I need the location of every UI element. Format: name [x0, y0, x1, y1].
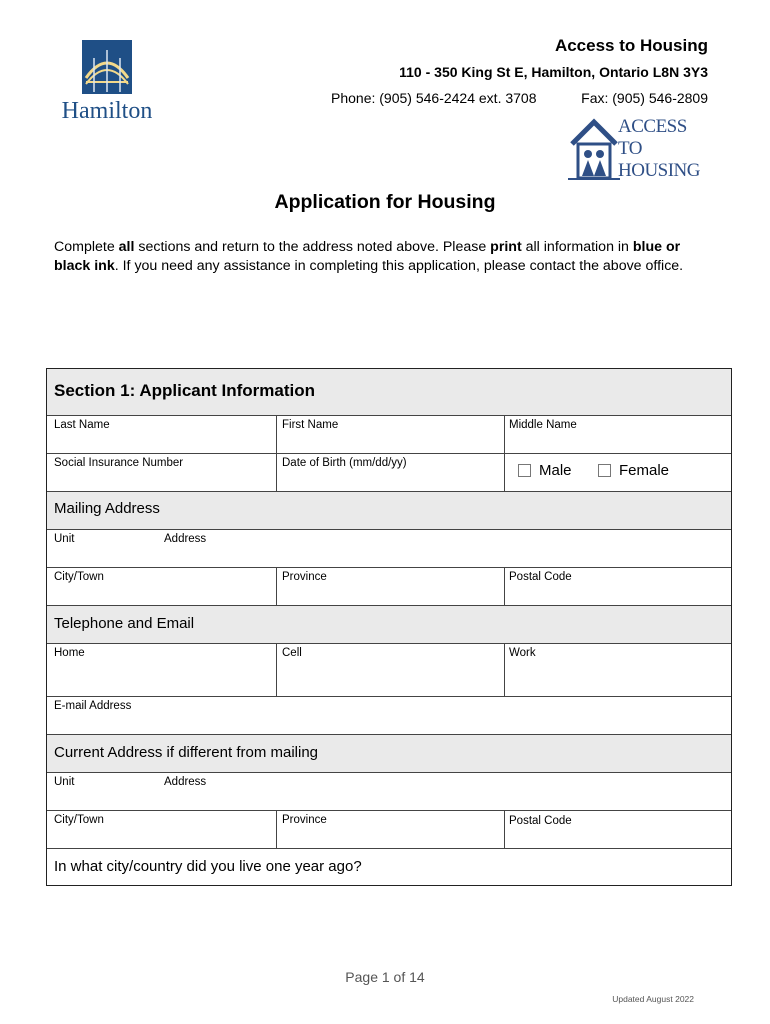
instructions-text-3: all information in	[521, 239, 633, 255]
telephone-title: Telephone and Email	[54, 615, 195, 632]
instructions-bold-2: print	[490, 239, 522, 255]
updated-date: Updated August 2022	[612, 994, 694, 1004]
ath-wordmark	[618, 116, 700, 182]
org-fax: Fax: (905) 546-2809	[581, 90, 708, 106]
current-unit-label: Unit	[54, 776, 75, 788]
org-title: Access to Housing	[554, 36, 708, 55]
house-icon	[568, 114, 620, 182]
last-name-label: Last Name	[54, 419, 110, 431]
org-address: 110 - 350 King St E, Hamilton, Ontario L8N 3Y3	[399, 64, 708, 80]
email-label: E-mail Address	[54, 700, 132, 712]
cell-phone-label: Cell	[282, 647, 302, 659]
mailing-province-label: Province	[282, 571, 327, 583]
instructions-bold-3: blue or black ink	[54, 239, 681, 274]
female-label: Female	[619, 462, 670, 479]
section-1-title: Section 1: Applicant Information	[54, 381, 315, 400]
telephone-header	[47, 606, 731, 643]
mailing-postal-label: Postal Code	[509, 571, 572, 583]
instructions	[54, 238, 714, 276]
male-checkbox[interactable]	[518, 464, 531, 477]
hamilton-logo	[52, 38, 162, 130]
instructions-text-1: Complete	[54, 239, 119, 255]
instructions-text-4: . If you need any assistance in completing this application, please contact the above office.	[114, 258, 684, 274]
mailing-address-title: Mailing Address	[54, 500, 160, 517]
mailing-address-label: Address	[164, 533, 207, 545]
dob-label: Date of Birth (mm/dd/yy)	[282, 457, 407, 469]
current-postal-label: Postal Code	[509, 815, 572, 827]
page-number: Page 1 of 14	[345, 969, 425, 985]
section-1-header	[47, 369, 731, 415]
current-province-label: Province	[282, 814, 327, 826]
section-1-form	[46, 368, 732, 886]
access-to-housing-logo	[568, 114, 708, 182]
home-phone-label: Home	[54, 647, 85, 659]
ath-word-2: TO	[618, 138, 642, 159]
hamilton-bridge-icon	[52, 38, 162, 98]
first-name-label: First Name	[282, 419, 339, 431]
org-phone: Phone: (905) 546-2424 ext. 3708	[331, 90, 537, 106]
ath-word-1: ACCESS	[618, 116, 687, 137]
year-ago-question: In what city/country did you live one year ago?	[54, 858, 362, 875]
mailing-unit-label: Unit	[54, 533, 75, 545]
work-phone-label: Work	[509, 647, 536, 659]
document-title: Application for Housing	[274, 191, 496, 213]
hamilton-wordmark: Hamilton	[61, 98, 153, 124]
current-address-header	[47, 735, 731, 772]
mailing-city-label: City/Town	[54, 571, 104, 583]
current-city-label: City/Town	[54, 814, 104, 826]
male-label: Male	[539, 462, 572, 479]
mailing-address-header	[47, 492, 731, 529]
female-checkbox[interactable]	[598, 464, 611, 477]
ath-word-3: HOUSING	[618, 160, 700, 181]
middle-name-label: Middle Name	[509, 419, 577, 431]
current-address-title: Current Address if different from mailing	[54, 744, 319, 761]
instructions-text-2: sections and return to the address noted above. Please	[134, 239, 491, 255]
current-address-label: Address	[164, 776, 207, 788]
instructions-bold-1: all	[118, 239, 135, 255]
sin-label: Social Insurance Number	[54, 457, 184, 469]
